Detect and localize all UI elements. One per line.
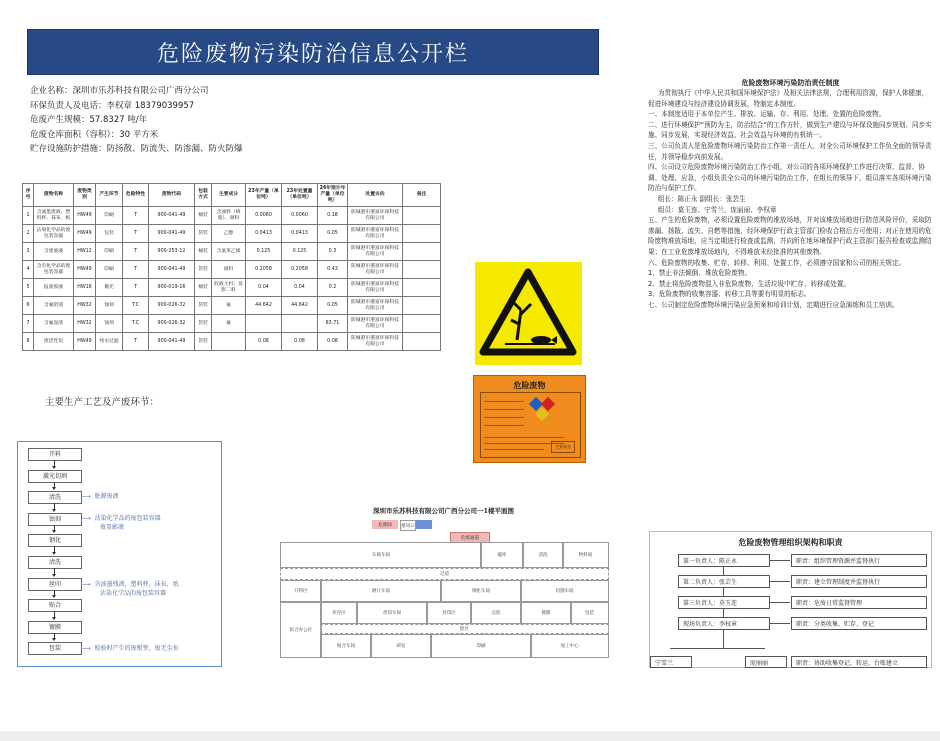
page-footer-bar — [0, 731, 940, 741]
table-cell: 1 — [23, 207, 34, 225]
table-cell: 6 — [23, 297, 34, 315]
table-cell: HW49 — [74, 333, 96, 351]
room: 综合办公区 — [280, 602, 322, 658]
room: 磨片车间 — [320, 580, 442, 602]
room: 包装 — [570, 602, 609, 624]
table-header-cell: 23年处置量（单位吨） — [282, 184, 318, 207]
room: 磁库 — [480, 542, 524, 568]
connector-line — [723, 609, 724, 617]
table-header-cell: 主要成分 — [212, 184, 246, 207]
table-row — [23, 243, 441, 261]
table-cell: 纯水过滤 — [96, 333, 123, 351]
flow-arrow-icon — [54, 525, 55, 533]
org-role-box: 第一负责人：陈正永 — [678, 554, 770, 567]
table-cell: 0.04 — [282, 279, 318, 297]
table-cell: 沾染化学品的废包装容器 — [34, 225, 74, 243]
responsibility-paragraph: 四、公司设立危险废物环境污染防治工作小组，对公司的各项环境保护工作进行决策、监督、协调、处理、应急，小组负责全公司的环境污染防治工作，在组长的领导下，组员落实各项环境污染防治与保护工作。 — [648, 163, 932, 193]
waste-output-text: 废显影液 — [100, 524, 125, 531]
table-cell: HW32 — [74, 315, 96, 333]
arrow-right-icon: ⟶ — [82, 645, 91, 652]
table-cell: 蚀刻 — [96, 315, 123, 333]
table-cell: 0.125 — [246, 243, 282, 261]
table-cell: 7 — [23, 315, 34, 333]
table-header-cell: 产生环节 — [96, 184, 123, 207]
table-row — [23, 279, 441, 297]
responsibility-paragraph: 七、公司制定危险废物环境污染应急预案和培训计划，定期进行应急演练和员工培训。 — [648, 300, 899, 309]
label-fields — [480, 392, 581, 458]
org-duty-box: 职责：组织管理资源并监督执行 — [791, 554, 927, 567]
table-cell: 袋装 — [195, 225, 212, 243]
table-cell: 0.43 — [318, 261, 348, 279]
connector-line — [770, 623, 790, 624]
table-cell: 含油墨废液、塑料杯、抹布、纸 — [34, 207, 74, 225]
table-row — [23, 261, 441, 279]
table-cell: 0.05 — [318, 297, 348, 315]
table-cell: 0.125 — [282, 243, 318, 261]
responsibility-paragraph: 组长：陈正永 副组长：张芸生 — [657, 194, 746, 203]
hazard-room: 危废通道 — [450, 532, 490, 543]
table-cell: 废活性炭 — [34, 333, 74, 351]
table-cell: 胶液主料；显影二料 — [212, 279, 246, 297]
table-cell: 0.2058 — [282, 261, 318, 279]
flow-arrow-icon — [54, 460, 55, 468]
waste-output — [82, 644, 179, 653]
table-row — [23, 297, 441, 315]
flow-arrow-icon — [54, 546, 55, 554]
flow-arrow-icon — [54, 568, 55, 576]
table-header-cell: 废物代码 — [149, 184, 195, 207]
table-cell: 900-041-49 — [149, 207, 195, 225]
table-cell: 5 — [23, 279, 34, 297]
table-cell: 0.08 — [246, 333, 282, 351]
connector-line — [723, 630, 724, 648]
table-cell: 防城港市港富环保科技有限公司 — [348, 225, 403, 243]
table-cell: 含油料（树脂）、颜料 — [212, 207, 246, 225]
room: 切割车间 — [520, 580, 609, 602]
table-cell: 0.04 — [246, 279, 282, 297]
legend-vent: 排风口 — [400, 520, 416, 531]
table-cell: 印刷 — [96, 243, 123, 261]
table-cell: 桶装 — [195, 243, 212, 261]
arrow-right-icon: ⟶ — [82, 515, 91, 522]
table-cell: 0.08 — [282, 333, 318, 351]
process-step: 包装 — [28, 642, 82, 655]
room: 库存区 — [320, 602, 358, 624]
waste-output — [82, 514, 161, 532]
table-cell — [403, 225, 441, 243]
table-cell: 900-041-49 — [149, 225, 195, 243]
table-header-cell: 危险特性 — [123, 184, 149, 207]
room: 研发 — [370, 634, 432, 658]
table-cell: T — [123, 333, 149, 351]
table-cell: 含氟铝渣 — [34, 297, 74, 315]
responsibility-paragraph: 3、危险废物的收集容器、转移工具等要有明显的标志。 — [648, 290, 811, 299]
table-cell: 44.642 — [282, 297, 318, 315]
table-cell: 3 — [23, 243, 34, 261]
room: 点胶 — [470, 602, 522, 624]
table-cell: 报废胶液 — [34, 279, 74, 297]
table-cell: 袋装 — [195, 297, 212, 315]
company-info — [30, 84, 243, 157]
room: 清洗 — [522, 542, 564, 568]
room: 印刷 — [430, 634, 532, 658]
table-cell: 2 — [23, 225, 34, 243]
table-cell: 包装 — [96, 225, 123, 243]
page-title: 危险废物污染防治信息公开栏 — [27, 29, 599, 75]
table-cell: 8 — [23, 333, 34, 351]
waste-output — [82, 580, 179, 598]
table-cell: T — [123, 261, 149, 279]
warehouse-area: 危废仓库面积（容积）：30 平方米 — [30, 129, 159, 140]
table-cell: 含氟泥渣 — [34, 315, 74, 333]
table-header-row — [23, 184, 441, 207]
table-cell: 防城港市港富环保科技有限公司 — [348, 315, 403, 333]
table-cell: 桶装 — [195, 279, 212, 297]
table-cell: 0.08 — [318, 333, 348, 351]
table-cell: HW49 — [74, 261, 96, 279]
process-step: 清洗 — [28, 556, 82, 569]
waste-table — [22, 183, 441, 351]
table-row — [23, 315, 441, 333]
org-duty-box: 职责：建立管理制度并监督执行 — [791, 575, 927, 588]
table-cell: 防城港市港富环保科技有限公司 — [348, 279, 403, 297]
flow-arrow-icon — [54, 482, 55, 490]
table-cell: T — [123, 243, 149, 261]
org-duty-box: 职责：危废日常监督管理 — [791, 596, 927, 609]
table-cell — [246, 315, 282, 333]
legend-channel — [416, 520, 432, 529]
table-row — [23, 225, 441, 243]
process-step: 开料 — [28, 448, 82, 461]
connector-line — [670, 648, 765, 649]
table-row — [23, 333, 441, 351]
waste-output-text: 沾染化学品的废包装容器 — [100, 590, 167, 597]
legend-hazard-room: 危废间 — [372, 520, 398, 529]
table-cell: HW12 — [74, 243, 96, 261]
table-cell: HW49 — [74, 225, 96, 243]
table-header-cell: 处置去向 — [348, 184, 403, 207]
table-cell: 袋装 — [195, 315, 212, 333]
table-cell: T — [123, 225, 149, 243]
waste-output-text: 沾染化学品的废包装容器 — [94, 515, 161, 522]
label-signature-box: 主要成分 — [551, 441, 575, 453]
table-cell — [403, 261, 441, 279]
table-cell: 印刷 — [96, 261, 123, 279]
connector-line — [723, 588, 724, 596]
room: 丝印区 — [426, 602, 472, 624]
table-cell: 0.0413 — [282, 225, 318, 243]
org-duty-box: 职责：协助收集登记、转运、台账建立 — [791, 656, 927, 668]
org-role-box: 第二负责人：张芸生 — [678, 575, 770, 588]
responsibility-paragraph: 五、产生的危险废物，必须设置危险废物的堆放场地，并对该堆放场地进行防范风险评价，采取防渗漏、扬散、流失、自燃等措施，经环境保护行政主管部门检收合格后方可使用；对正在使用的危险废物堆放场地，应当定期进行检查或监测，并向所在地环境保护行政主管部门报告检查或监测结果；在工业危废堆放场地内，不得堆放未经批准的其他废物。 — [648, 216, 932, 256]
responsibility-paragraph: 一、本制度适用于本单位产生、排放、运输、存、利用、处理、处置的危险废物。 — [648, 110, 886, 119]
table-cell: 0.0413 — [246, 225, 282, 243]
connector-line — [770, 602, 790, 603]
waste-output — [82, 492, 119, 501]
table-cell: 防城港市港富环保科技有限公司 — [348, 297, 403, 315]
floor-plan — [280, 506, 607, 656]
table-cell: 防城港市港富环保科技有限公司 — [348, 261, 403, 279]
arrow-right-icon: ⟶ — [82, 493, 91, 500]
table-cell — [403, 297, 441, 315]
waste-scale: 危废产生规模：57.8327 吨/年 — [30, 115, 148, 125]
table-cell: 900-041-49 — [149, 261, 195, 279]
process-section-title: 主要生产工艺及产废环节： — [45, 397, 160, 408]
table-cell: 颜料 — [212, 261, 246, 279]
room: 车载车间 — [280, 542, 482, 568]
table-cell — [403, 333, 441, 351]
table-cell: 印刷 — [96, 207, 123, 225]
table-cell: 0.2058 — [246, 261, 282, 279]
floor-plan-title: 深圳市乐苏科技有限公司广西分公司一1楼平面图 — [372, 507, 515, 515]
responsibility-paragraph: 组员：莫玉连、宁雪兰、庞丽丽、李权章 — [657, 205, 777, 214]
table-cell: 44.642 — [246, 297, 282, 315]
room: 丝印车间 — [356, 602, 428, 624]
org-role-box: 第三负责人：莫玉连 — [678, 596, 770, 609]
responsibility-text — [648, 88, 933, 310]
table-cell: 防城港市港富环保科技有限公司 — [348, 243, 403, 261]
flow-arrow-icon — [54, 611, 55, 619]
table-cell: 含废底液 — [34, 243, 74, 261]
table-row — [23, 207, 441, 225]
flow-arrow-icon — [54, 633, 55, 641]
room: 镀膜 — [520, 602, 572, 624]
table-cell: T — [123, 207, 149, 225]
org-member-box: 庞丽丽 — [745, 656, 787, 668]
connector-line — [723, 567, 724, 575]
table-cell: 0.2 — [318, 279, 348, 297]
flow-arrow-icon — [54, 590, 55, 598]
corridor: 绘区 — [320, 624, 609, 634]
corridor: 过道 — [280, 568, 609, 580]
table-cell: HW32 — [74, 297, 96, 315]
table-cell: 900-026-32 — [149, 297, 195, 315]
process-step: 清洗 — [28, 491, 82, 504]
waste-output-text: 检验时产生的废根签，废无尘布 — [94, 645, 179, 652]
table-cell: 900-253-12 — [149, 243, 195, 261]
waste-output-text: 脏源废液 — [94, 493, 119, 500]
table-cell: 含氯苯乙烯 — [212, 243, 246, 261]
table-cell: 氟 — [212, 315, 246, 333]
responsibility-paragraph: 2、禁止将危险废物混入非危险废物、生活垃圾中贮存、转移或处置。 — [648, 279, 851, 288]
room: 加工中心 — [530, 634, 609, 658]
table-cell: 袋装 — [195, 333, 212, 351]
process-step: 激光切割 — [28, 470, 82, 483]
table-header-cell: 24年预计年产量（单位吨） — [318, 184, 348, 207]
table-cell: T.C — [123, 315, 149, 333]
process-step: 贴合 — [28, 599, 82, 612]
table-cell — [282, 315, 318, 333]
connector-line — [770, 560, 790, 561]
table-cell: 4 — [23, 261, 34, 279]
process-step: 蚀刻 — [28, 513, 82, 526]
table-cell: 微光 — [96, 279, 123, 297]
table-header-cell: 废物名称 — [34, 184, 74, 207]
env-contact: 环保负责人及电话：李权章 18379039957 — [30, 100, 195, 111]
table-cell — [212, 333, 246, 351]
table-cell: 桶装 — [195, 207, 212, 225]
process-flowchart — [17, 441, 222, 667]
storage-protection: 贮存设施防护措施：防扬散、防流失、防渗漏、防火防爆 — [30, 144, 243, 154]
table-cell: 900-026-32 — [149, 315, 195, 333]
responsibility-paragraph: 1、禁止非法倾倒、堆放危险废物。 — [648, 269, 752, 278]
company-name: 企业名称：深圳市乐苏科技有限公司广西分公司 — [30, 86, 209, 96]
table-header-cell: 序号 — [23, 184, 34, 207]
table-header-cell: 包装方式 — [195, 184, 212, 207]
table-header-cell: 备注 — [403, 184, 441, 207]
room: 开料区 — [280, 580, 322, 602]
label-title: 危险废物 — [513, 381, 546, 390]
process-step: 钢化 — [28, 534, 82, 547]
process-step: 镀膜 — [28, 621, 82, 634]
hazardous-waste-label — [473, 375, 586, 463]
flow-arrow-icon — [54, 503, 55, 511]
table-cell — [403, 315, 441, 333]
table-header-cell: 废物类别 — [74, 184, 96, 207]
table-cell: 0.0060 — [282, 207, 318, 225]
org-chart-title: 危险废物管理组织架构和职责 — [738, 538, 843, 547]
process-step: 丝印 — [28, 578, 82, 591]
room: 贴合车间 — [320, 634, 372, 658]
table-cell — [403, 207, 441, 225]
table-cell: 900-041-49 — [149, 333, 195, 351]
table-cell: HW16 — [74, 279, 96, 297]
connector-line — [770, 581, 790, 582]
table-cell: T.C — [123, 297, 149, 315]
responsibility-paragraph: 六、危险废物的收集、贮存、转移、利用、处置工作，必须遵守国家和公司的相关规定。 — [648, 258, 906, 267]
responsibility-paragraph: 三、公司负责人是危险废物环境污染防治工作第一责任人，对全公司环境保护工作负全面的领导责任，并领导稳步向前发展。 — [648, 141, 932, 161]
arrow-right-icon: ⟶ — [82, 581, 91, 588]
table-cell: 袋装 — [195, 261, 212, 279]
table-cell: 防城港市港富环保科技有限公司 — [348, 333, 403, 351]
table-cell: 83.71 — [318, 315, 348, 333]
table-cell: 0.18 — [318, 207, 348, 225]
table-cell: 0.3 — [318, 243, 348, 261]
responsibility-paragraph: 二、进行环境保护“预防为主，防治结合”的工作方针，做到生产建设与环保设施同步规划、同步实施、同步发展，实现经济效益、社会效益与环境的有机统一。 — [648, 120, 932, 140]
table-cell: 乙醇 — [212, 225, 246, 243]
table-cell: 氟 — [212, 297, 246, 315]
org-member-box: 宁雪兰 — [650, 656, 692, 668]
table-cell: 蚀刻 — [96, 297, 123, 315]
table-cell: 防城港市港富环保科技有限公司 — [348, 207, 403, 225]
waste-output-text: 含油墨残液，塑料杯，抹布，纸 — [94, 581, 179, 588]
org-duty-box: 职责：分类收集、贮存、登记 — [791, 617, 927, 630]
org-role-box: 现场负责人：李权章 — [678, 617, 770, 630]
environment-hazard-sign — [475, 262, 582, 365]
table-cell: 900-019-16 — [149, 279, 195, 297]
dead-tree-fish-icon — [475, 262, 582, 365]
responsibility-paragraph: 为贯彻执行《中华人民共和国环境保护法》及相关法律法规，合理利用资源，保护人体健康，促进环境建设与经济建设协调发展，特制定本制度。 — [648, 89, 929, 108]
room: 钢化车间 — [440, 580, 522, 602]
table-cell: 0.0060 — [246, 207, 282, 225]
room: 物料间 — [562, 542, 609, 568]
table-cell — [403, 243, 441, 261]
table-cell: 含有化学品的废包装容器 — [34, 261, 74, 279]
responsibility-title: 危险废物环境污染防治责任制度 — [741, 79, 840, 87]
table-cell: T — [123, 279, 149, 297]
table-cell: HW49 — [74, 207, 96, 225]
org-chart — [649, 531, 932, 668]
table-cell: 0.05 — [318, 225, 348, 243]
table-cell — [403, 279, 441, 297]
table-header-cell: 23年产量（单位吨） — [246, 184, 282, 207]
